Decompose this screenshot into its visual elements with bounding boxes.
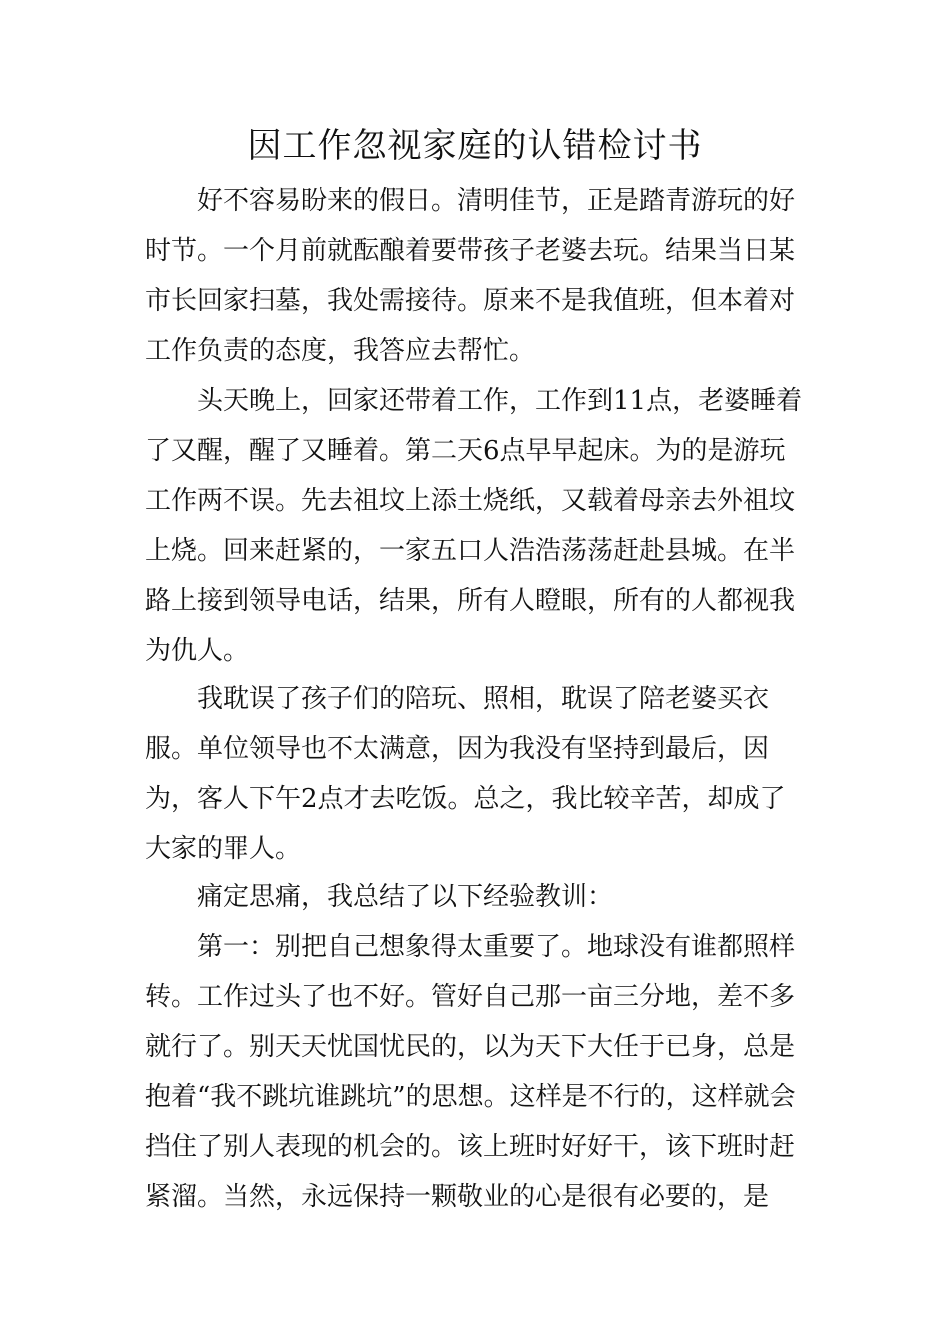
paragraph-holiday-plan: 好不容易盼来的假日。清明佳节，正是踏青游玩的好时节。一个月前就酝酿着要带孩子老婆去玩。结果当日某市长回家扫墓，我处需接待。原来不是我值班，但本着对工作负责的态度，我答应去帮忙。: [145, 186, 796, 366]
paragraph-lesson-one: 第一：别把自己想象得太重要了。地球没有谁都照样转。工作过头了也不好。管好自己那一亩三分地，差不多就行了。别天天忧国忧民的，以为天下大任于已身，总是抱着“我不跳坑谁跳坑”的思想。这样是不行的，这样就会挡住了别人表现的机会的。该上班时好好干，该下班时赶紧溜。当然，永远保持一颗敬业的心是很有必要的，是: [145, 932, 796, 1212]
document-title: 因工作忽视家庭的认错检讨书: [247, 126, 703, 166]
paragraph-lessons-intro: 痛定思痛，我总结了以下经验教训：: [197, 882, 614, 912]
paragraph-the-day: 头天晚上，回家还带着工作，工作到11点，老婆睡着了又醒，醒了又睡着。第二天6点早早起床。为的是游玩工作两不误。先去祖坟上添土烧纸，又载着母亲去外祖坟上烧。回来赶紧的，一家五口人浩浩荡荡赶赴县城。在半路上接到领导电话，结果，所有人瞪眼，所有的人都视我为仇人。: [145, 386, 803, 666]
paragraph-consequences: 我耽误了孩子们的陪玩、照相，耽误了陪老婆买衣服。单位领导也不太满意，因为我没有坚持到最后，因为，客人下午2点才去吃饭。总之，我比较辛苦，却成了大家的罪人。: [145, 684, 786, 864]
